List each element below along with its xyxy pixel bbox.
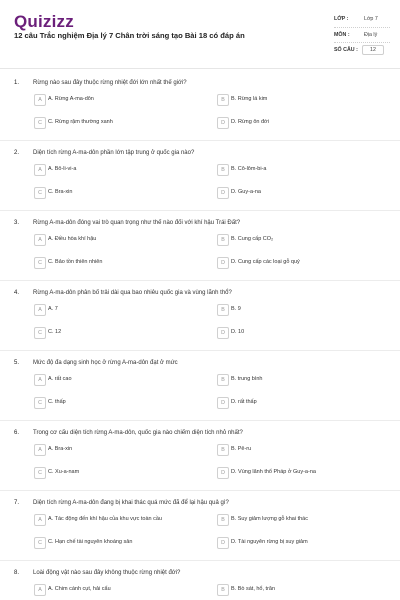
answer-option[interactable] xyxy=(217,466,387,480)
question-number: 4. xyxy=(14,290,20,296)
option-letter-badge: C xyxy=(34,117,46,129)
subject-value: Địa lý xyxy=(364,32,378,38)
answer-option[interactable] xyxy=(34,396,204,410)
answer-option[interactable] xyxy=(217,256,387,270)
option-letter-badge: C xyxy=(34,187,46,199)
option-letter-badge: D xyxy=(217,257,229,269)
answer-option[interactable] xyxy=(34,233,204,247)
option-text: D. Guy-a-na xyxy=(231,189,261,195)
answer-option[interactable] xyxy=(34,536,204,550)
option-letter-badge: D xyxy=(217,467,229,479)
option-text: B. Cô-lôm-bi-a xyxy=(231,166,267,172)
question-number: 6. xyxy=(14,430,20,436)
answer-option[interactable] xyxy=(217,373,387,387)
count-meta xyxy=(334,45,390,57)
worksheet-title: 12 câu Trắc nghiệm Địa lý 7 Chân trời sáng tạo Bài 18 có đáp án xyxy=(14,31,245,40)
answer-option[interactable] xyxy=(34,513,204,527)
option-text: D. Rừng ôn đới xyxy=(231,119,269,125)
class-meta xyxy=(334,14,390,26)
answer-option[interactable] xyxy=(217,233,387,247)
option-text: A. Tác động đến khí hậu của khu vực toàn cầu xyxy=(48,516,162,522)
option-letter-badge: D xyxy=(217,187,229,199)
option-text: A. Rừng A-ma-dôn xyxy=(48,96,94,102)
answer-option[interactable] xyxy=(34,256,204,270)
answer-option[interactable] xyxy=(217,443,387,457)
option-letter-badge: B xyxy=(217,584,229,596)
option-letter-badge: D xyxy=(217,397,229,409)
meta-divider xyxy=(334,42,390,43)
option-text: C. Hạn chế tài nguyên khoáng sản xyxy=(48,539,133,545)
answer-option[interactable] xyxy=(217,536,387,550)
answer-option[interactable] xyxy=(34,373,204,387)
answer-option[interactable] xyxy=(34,116,204,130)
count-value: 12 xyxy=(362,45,384,55)
option-letter-badge: C xyxy=(34,397,46,409)
question-divider xyxy=(0,140,400,141)
question-item xyxy=(0,150,400,220)
option-text: A. rất cao xyxy=(48,376,72,382)
option-text: C. Bảo tồn thiên nhiên xyxy=(48,259,103,265)
option-letter-badge: D xyxy=(217,117,229,129)
question-item xyxy=(0,290,400,360)
question-divider xyxy=(0,280,400,281)
question-divider xyxy=(0,420,400,421)
option-text: B. Suy giảm lượng gỗ khai thác xyxy=(231,516,308,522)
option-letter-badge: B xyxy=(217,444,229,456)
option-text: D. Cung cấp các loại gỗ quý xyxy=(231,259,300,265)
option-letter-badge: C xyxy=(34,537,46,549)
question-number: 7. xyxy=(14,500,20,506)
worksheet-header xyxy=(0,0,400,70)
option-letter-badge: A xyxy=(34,164,46,176)
option-letter-badge: A xyxy=(34,234,46,246)
option-letter-badge: D xyxy=(217,327,229,339)
subject-label: MÔN : xyxy=(334,32,350,38)
option-letter-badge: B xyxy=(217,374,229,386)
question-divider xyxy=(0,560,400,561)
option-letter-badge: A xyxy=(34,374,46,386)
question-text: Rừng A-ma-dôn đóng vai trò quan trọng như thế nào đối với khí hậu Trái Đất? xyxy=(33,220,241,226)
option-text: C. 12 xyxy=(48,329,62,335)
option-text: B. Rừng lá kim xyxy=(231,96,268,102)
option-text: B. trung bình xyxy=(231,376,263,382)
answer-option[interactable] xyxy=(34,303,204,317)
answer-option[interactable] xyxy=(217,93,387,107)
answer-option[interactable] xyxy=(217,513,387,527)
question-text: Loài động vật nào sau đây không thuộc rừng nhiệt đới? xyxy=(33,570,181,576)
option-text: D. Tài nguyên rừng bị suy giảm xyxy=(231,539,308,545)
option-text: B. Pê-ru xyxy=(231,446,252,452)
option-text: B. 9 xyxy=(231,306,241,312)
meta-divider xyxy=(334,27,390,28)
option-text: C. Bra-xin xyxy=(48,189,73,195)
question-number: 3. xyxy=(14,220,20,226)
count-label: SỐ CÂU : xyxy=(334,47,358,53)
option-text: C. Rừng rậm thường xanh xyxy=(48,119,113,125)
class-label: LỚP : xyxy=(334,16,349,22)
answer-option[interactable] xyxy=(217,396,387,410)
option-text: A. Chim cánh cụt, hải cẩu xyxy=(48,586,111,592)
question-text: Diện tích rừng A-ma-dôn đang bị khai thác quá mức đã để lại hậu quả gì? xyxy=(33,500,229,506)
question-item xyxy=(0,570,400,600)
option-letter-badge: B xyxy=(217,234,229,246)
answer-option[interactable] xyxy=(217,116,387,130)
option-text: D. 10 xyxy=(231,329,245,335)
question-number: 8. xyxy=(14,570,20,576)
question-item xyxy=(0,360,400,430)
answer-option[interactable] xyxy=(34,326,204,340)
option-letter-badge: B xyxy=(217,94,229,106)
question-divider xyxy=(0,210,400,211)
option-text: B. Bò sát, hổ, trăn xyxy=(231,586,276,592)
answer-option[interactable] xyxy=(34,163,204,177)
option-letter-badge: A xyxy=(34,304,46,316)
question-item xyxy=(0,80,400,150)
option-text: A. Bra-xin xyxy=(48,446,73,452)
option-text: B. Cung cấp CO₂ xyxy=(231,236,274,242)
quizizz-logo[interactable]: Quizizz xyxy=(14,12,74,31)
answer-option[interactable] xyxy=(217,326,387,340)
answer-option[interactable] xyxy=(34,93,204,107)
option-letter-badge: B xyxy=(217,514,229,526)
option-text: A. 7 xyxy=(48,306,58,312)
option-letter-badge: D xyxy=(217,537,229,549)
answer-option[interactable] xyxy=(217,163,387,177)
question-item xyxy=(0,430,400,500)
option-text: D. rất thấp xyxy=(231,399,257,405)
question-divider xyxy=(0,350,400,351)
option-text: A. Điều hòa khí hậu xyxy=(48,236,97,242)
question-number: 5. xyxy=(14,360,20,366)
answer-option[interactable] xyxy=(34,583,204,597)
option-text: D. Vùng lãnh thổ Pháp ở Guy-a-na xyxy=(231,469,316,475)
option-letter-badge: C xyxy=(34,327,46,339)
question-item xyxy=(0,500,400,570)
option-letter-badge: B xyxy=(217,304,229,316)
option-letter-badge: C xyxy=(34,257,46,269)
option-letter-badge: B xyxy=(217,164,229,176)
subject-meta xyxy=(334,30,390,42)
answer-option[interactable] xyxy=(217,186,387,200)
option-text: C. Xu-a-nam xyxy=(48,469,80,475)
option-text: C. thấp xyxy=(48,399,66,405)
answer-option[interactable] xyxy=(34,466,204,480)
answer-option[interactable] xyxy=(217,303,387,317)
answer-option[interactable] xyxy=(34,443,204,457)
question-number: 2. xyxy=(14,150,20,156)
question-number: 1. xyxy=(14,80,20,86)
option-letter-badge: A xyxy=(34,514,46,526)
question-text: Mức độ đa dạng sinh học ở rừng A-ma-dôn đạt ở mức xyxy=(33,360,178,366)
option-letter-badge: C xyxy=(34,467,46,479)
class-value: Lớp 7 xyxy=(364,16,378,22)
header-divider xyxy=(0,68,400,69)
option-text: A. Bô-li-vi-a xyxy=(48,166,77,172)
question-text: Trong cơ cấu diện tích rừng A-ma-dôn, quốc gia nào chiếm diện tích nhỏ nhất? xyxy=(33,430,243,436)
option-letter-badge: A xyxy=(34,94,46,106)
answer-option[interactable] xyxy=(217,583,387,597)
question-text: Diện tích rừng A-ma-dôn phần lớn tập trung ở quốc gia nào? xyxy=(33,150,195,156)
question-text: Rừng A-ma-dôn phân bố trải dài qua bao nhiêu quốc gia và vùng lãnh thổ? xyxy=(33,290,232,296)
option-letter-badge: A xyxy=(34,584,46,596)
question-item xyxy=(0,220,400,290)
question-text: Rừng nào sau đây thuộc rừng nhiệt đới lớn nhất thế giới? xyxy=(33,80,187,86)
option-letter-badge: A xyxy=(34,444,46,456)
question-divider xyxy=(0,490,400,491)
answer-option[interactable] xyxy=(34,186,204,200)
